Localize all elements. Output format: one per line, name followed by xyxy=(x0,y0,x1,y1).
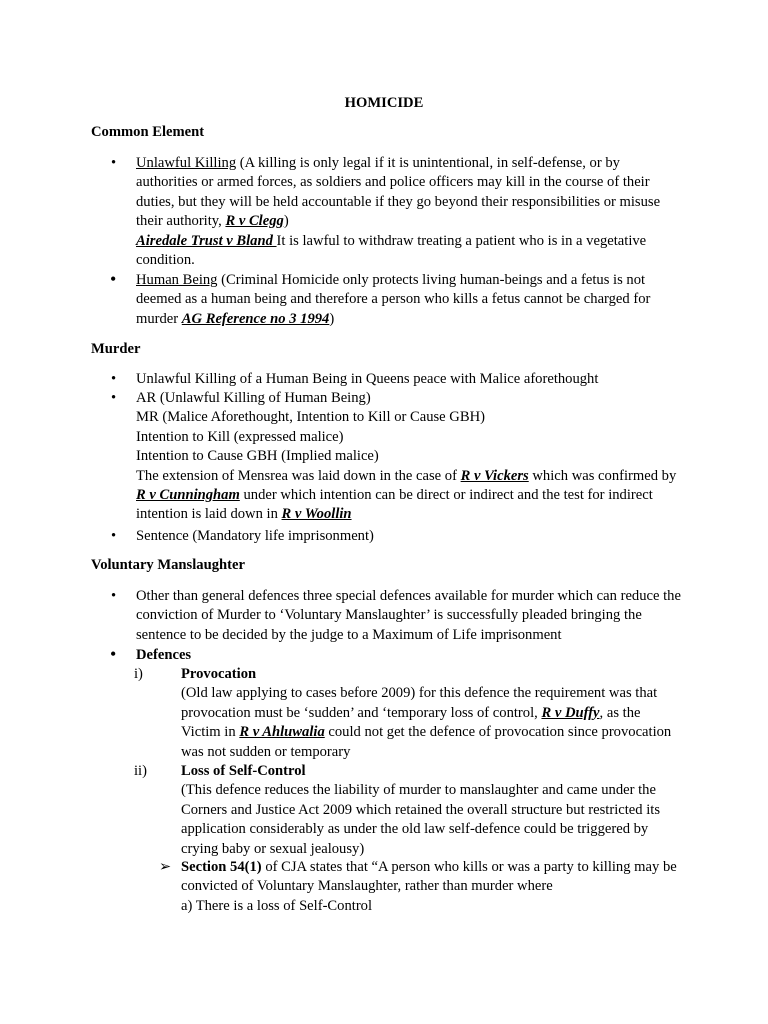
roman-numeral: ii) xyxy=(134,763,147,779)
bullet-icon: • xyxy=(111,371,117,387)
close-paren: ) xyxy=(283,213,289,230)
arrow-bullet-icon: ➢ xyxy=(159,859,172,875)
list-item-murder-definition xyxy=(111,370,681,389)
item-text: (This defence reduces the liability of murder to manslaughter and came under the Corners and Justice Act 2009 which retained the overall structure but restricted its application considerably as under the old law self-defence could be triggered by crying baby or sexual jealousy) xyxy=(181,782,661,857)
defence-loss-of-self-control xyxy=(134,762,681,859)
item-text: , as the Victim in xyxy=(181,704,641,741)
item-text: under which intention can be direct or indirect and the test for indirect intention is laid down in xyxy=(136,487,653,523)
case-r-v-clegg: R v Clegg xyxy=(225,213,284,230)
line-ar: AR (Unlawful Killing of Human Being) xyxy=(136,390,371,406)
item-text: could not get the defence of provocation since provocation was not sudden or temporary xyxy=(181,724,672,760)
case-airedale-trust-v-bland: Airedale Trust v Bland xyxy=(136,232,277,249)
item-text: which was confirmed by xyxy=(528,467,677,484)
line-mr: MR (Malice Aforethought, Intention to Kill or Cause GBH) xyxy=(136,409,485,426)
case-r-v-woollin: R v Woollin xyxy=(281,506,352,523)
bullet-icon: • xyxy=(111,528,117,544)
item-text: It is lawful to withdraw treating a patient who is in a vegetative condition. xyxy=(136,232,647,269)
section-heading-murder: Murder xyxy=(91,341,141,357)
section-heading-voluntary-manslaughter: Voluntary Manslaughter xyxy=(91,557,245,573)
term-human-being: Human Being xyxy=(136,272,218,288)
roman-numeral: i) xyxy=(134,666,143,682)
list-item-unlawful-killing xyxy=(111,154,681,270)
item-text: Sentence (Mandatory life imprisonment) xyxy=(136,528,374,544)
item-text: (A killing is only legal if it is unintentional, in self-defense, or by authorities or armed forces, as soldiers and police officers may kill in the course of their duties, but they will be held accountable if they go beyond their responsibilities or misuse their authority, xyxy=(136,155,661,230)
term-unlawful-killing: Unlawful Killing xyxy=(136,155,237,171)
list-item-ar-mr xyxy=(111,389,681,525)
bullet-icon: • xyxy=(111,390,117,406)
section-54-item xyxy=(159,858,681,916)
case-r-v-duffy: R v Duffy xyxy=(541,704,600,721)
sub-item-a: a) There is a loss of Self-Control xyxy=(181,897,373,914)
close-paren: ) xyxy=(329,310,335,327)
list-item-defences xyxy=(110,644,681,665)
list-item-human-being xyxy=(110,269,681,329)
defences-heading: Defences xyxy=(136,647,192,663)
item-text: Other than general defences three special defences available for murder which can reduce the conviction of Murder to ‘Voluntary Manslaughter’ is successfully pleaded bringing the sentence to be decided by the judge to a Maximum of Life imprisonment xyxy=(136,588,681,643)
item-text: (Criminal Homicide only protects living human-beings and a fetus is not deemed as a human being and therefore a person who kills a fetus cannot be charged for murder xyxy=(136,272,651,327)
defence-heading-provocation: Provocation xyxy=(181,666,257,682)
list-item-sentence xyxy=(111,527,681,546)
bullet-icon: • xyxy=(111,588,117,604)
item-text: The extension of Mensrea was laid down in the case of xyxy=(136,467,461,484)
case-r-v-ahluwalia: R v Ahluwalia xyxy=(239,724,325,741)
item-text: of CJA states that “A person who kills or was a party to killing may be convicted of Voluntary Manslaughter, rather than murder where xyxy=(181,859,677,895)
line-intention-kill: Intention to Kill (expressed malice) xyxy=(136,428,344,445)
bullet-icon: • xyxy=(110,644,117,664)
bullet-icon: • xyxy=(111,155,117,171)
item-text: (Old law applying to cases before 2009) for this defence the requirement was that provocation must be ‘sudden’ and ‘temporary loss of control, xyxy=(181,685,658,721)
bullet-icon: • xyxy=(110,269,117,289)
case-ag-reference: AG Reference no 3 1994 xyxy=(181,310,330,327)
section-54-label: Section 54(1) xyxy=(181,859,262,875)
case-r-v-vickers: R v Vickers xyxy=(460,467,529,484)
defence-heading-loss-of-self-control: Loss of Self-Control xyxy=(181,763,306,779)
section-heading-common-element: Common Element xyxy=(91,124,205,140)
item-text: Unlawful Killing of a Human Being in Queens peace with Malice aforethought xyxy=(136,371,599,387)
line-intention-gbh: Intention to Cause GBH (Implied malice) xyxy=(136,448,379,465)
defence-provocation xyxy=(134,665,681,762)
case-r-v-cunningham: R v Cunningham xyxy=(136,487,240,504)
list-item-special-defences xyxy=(111,587,681,645)
page-title: HOMICIDE xyxy=(344,95,424,111)
